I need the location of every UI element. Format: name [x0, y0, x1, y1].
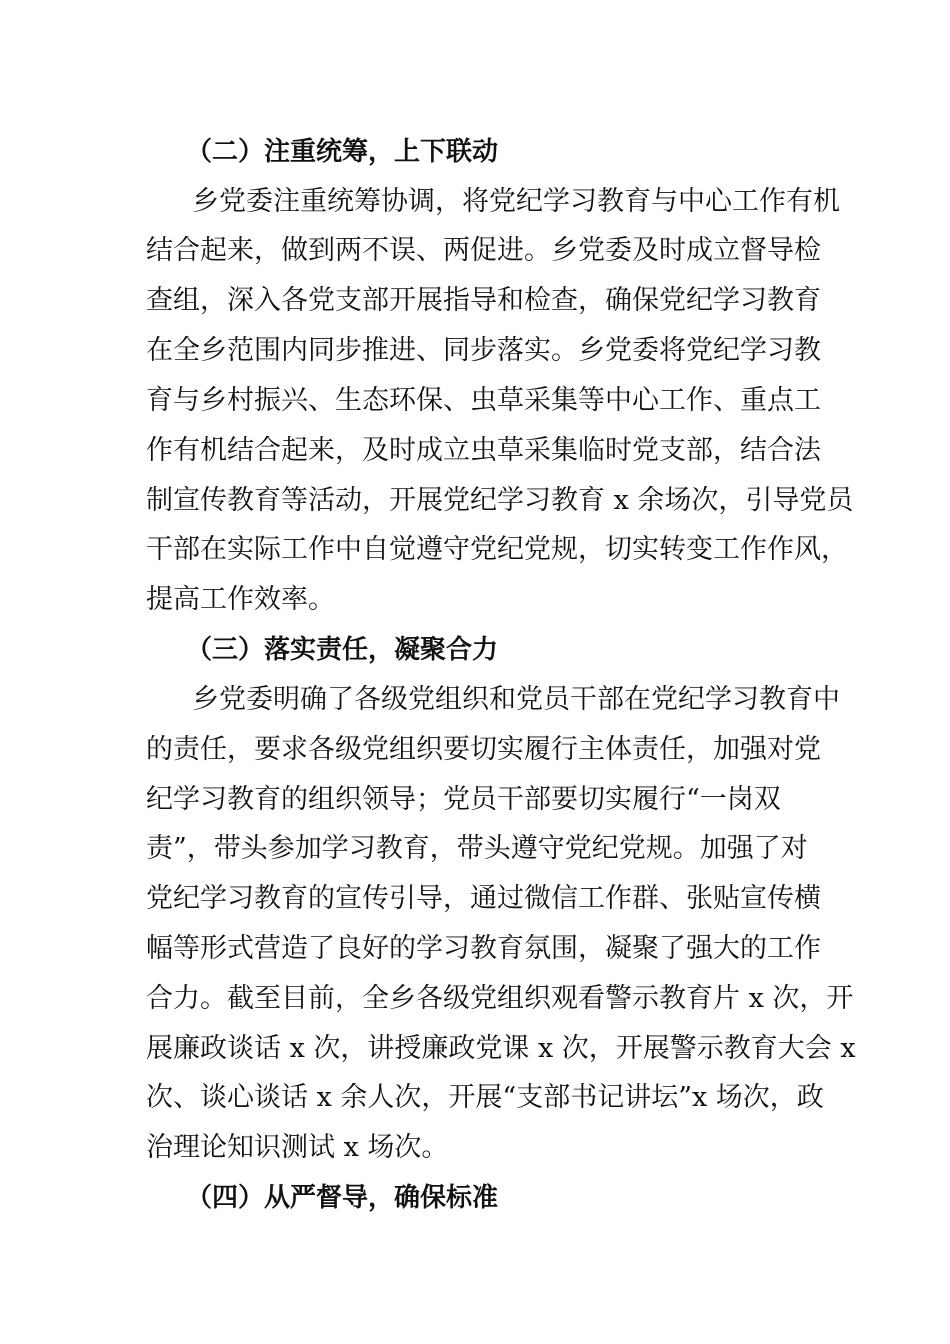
paragraph-line: 查组，深入各党支部开展指导和检查，确保党纪学习教育	[146, 285, 821, 316]
paragraph-line: 制宣传教育等活动，开展党纪学习教育 x 余场次，引导党员	[146, 485, 854, 516]
paragraph-line: 次、谈心谈话 x 余人次，开展“支部书记讲坛”x 场次，政	[146, 1082, 824, 1113]
paragraph-line: 结合起来，做到两不误、两促进。乡党委及时成立督导检	[146, 235, 821, 266]
section-heading-4: （四）从严督导，确保标准	[186, 1183, 499, 1213]
paragraph-line: 乡党委明确了各级党组织和党员干部在党纪学习教育中	[192, 684, 840, 715]
paragraph-line: 治理论知识测试 x 场次。	[146, 1132, 449, 1163]
paragraph-line: 展廉政谈话 x 次，讲授廉政党课 x 次，开展警示教育大会 x	[146, 1033, 856, 1064]
paragraph-line: 幅等形式营造了良好的学习教育氛围，凝聚了强大的工作	[146, 933, 821, 964]
paragraph-line: 乡党委注重统筹协调，将党纪学习教育与中心工作有机	[192, 186, 840, 217]
paragraph-line: 党纪学习教育的宣传引导，通过微信工作群、张贴宣传横	[146, 883, 821, 914]
paragraph-line: 提高工作效率。	[146, 584, 335, 615]
paragraph-line: 的责任，要求各级党组织要切实履行主体责任，加强对党	[146, 734, 821, 765]
paragraph-line: 育与乡村振兴、生态环保、虫草采集等中心工作、重点工	[146, 385, 821, 416]
paragraph-line: 在全乡范围内同步推进、同步落实。乡党委将党纪学习教	[146, 335, 821, 366]
paragraph-line: 纪学习教育的组织领导；党员干部要切实履行“一岗双	[146, 784, 781, 815]
section-heading-3: （三）落实责任，凝聚合力	[186, 635, 499, 665]
paragraph-line: 干部在实际工作中自觉遵守党纪党规，切实转变工作作风，	[146, 534, 848, 565]
paragraph-line: 作有机结合起来，及时成立虫草采集临时党支部，结合法	[146, 435, 821, 466]
section-heading-2: （二）注重统筹，上下联动	[186, 137, 499, 167]
paragraph-line: 合力。截至目前，全乡各级党组织观看警示教育片 x 次，开	[146, 983, 854, 1014]
paragraph-line: 责”，带头参加学习教育，带头遵守党纪党规。加强了对	[146, 833, 808, 864]
